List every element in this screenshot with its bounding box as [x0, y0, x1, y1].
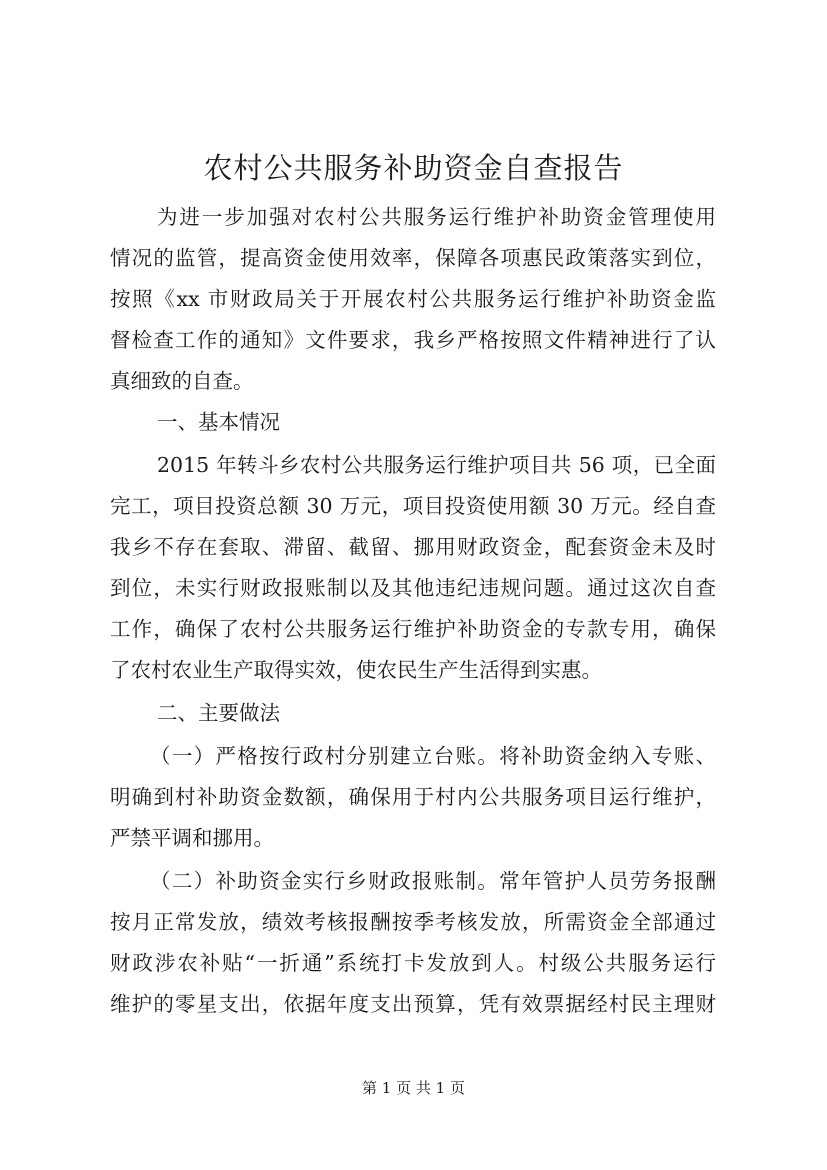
- section-heading-basic: 一、基本情况: [157, 410, 280, 434]
- section1-line: 工作，确保了农村公共服务运行维护补助资金的专款专用，确保: [110, 617, 716, 641]
- item1-line: 严禁平调和挪用。: [110, 826, 274, 850]
- section1-line: 完工，项目投资总额 30 万元，项目投资使用额 30 万元。经自查: [110, 494, 716, 518]
- page-title: 农村公共服务补助资金自查报告: [203, 151, 624, 185]
- section-heading-practices: 二、主要做法: [157, 701, 280, 725]
- item2-line: 按月正常发放，绩效考核报酬按季考核发放，所需资金全部通过: [110, 910, 716, 934]
- item2-line: 维护的零星支出，依据年度支出预算，凭有效票据经村民主理财: [110, 992, 716, 1016]
- section1-line: 2015 年转斗乡农村公共服务运行维护项目共 56 项，已全面: [157, 453, 716, 477]
- intro-line: 为进一步加强对农村公共服务运行维护补助资金管理使用: [157, 205, 716, 229]
- section1-line: 我乡不存在套取、滞留、截留、挪用财政资金，配套资金未及时: [110, 535, 716, 559]
- page-footer: 第 1 页 共 1 页: [362, 1079, 465, 1097]
- item2-line: （二）补助资金实行乡财政报账制。常年管护人员劳务报酬: [150, 869, 716, 893]
- intro-line: 真细致的自查。: [110, 369, 254, 393]
- intro-line: 督检查工作的通知》文件要求，我乡严格按照文件精神进行了认: [110, 328, 716, 352]
- section1-line: 到位，未实行财政报账制以及其他违纪违规问题。通过这次自查: [110, 576, 716, 600]
- intro-line: 按照《xx 市财政局关于开展农村公共服务运行维护补助资金监: [110, 287, 716, 311]
- item2-line: 财政涉农补贴“一折通”系统打卡发放到人。村级公共服务运行: [110, 951, 716, 975]
- item1-line: （一）严格按行政村分别建立台账。将补助资金纳入专账、: [150, 744, 716, 768]
- intro-line: 情况的监管，提高资金使用效率，保障各项惠民政策落实到位，: [110, 246, 716, 270]
- item1-line: 明确到村补助资金数额，确保用于村内公共服务项目运行维护，: [110, 785, 716, 809]
- section1-line: 了农村农业生产取得实效，使农民生产生活得到实惠。: [110, 658, 602, 682]
